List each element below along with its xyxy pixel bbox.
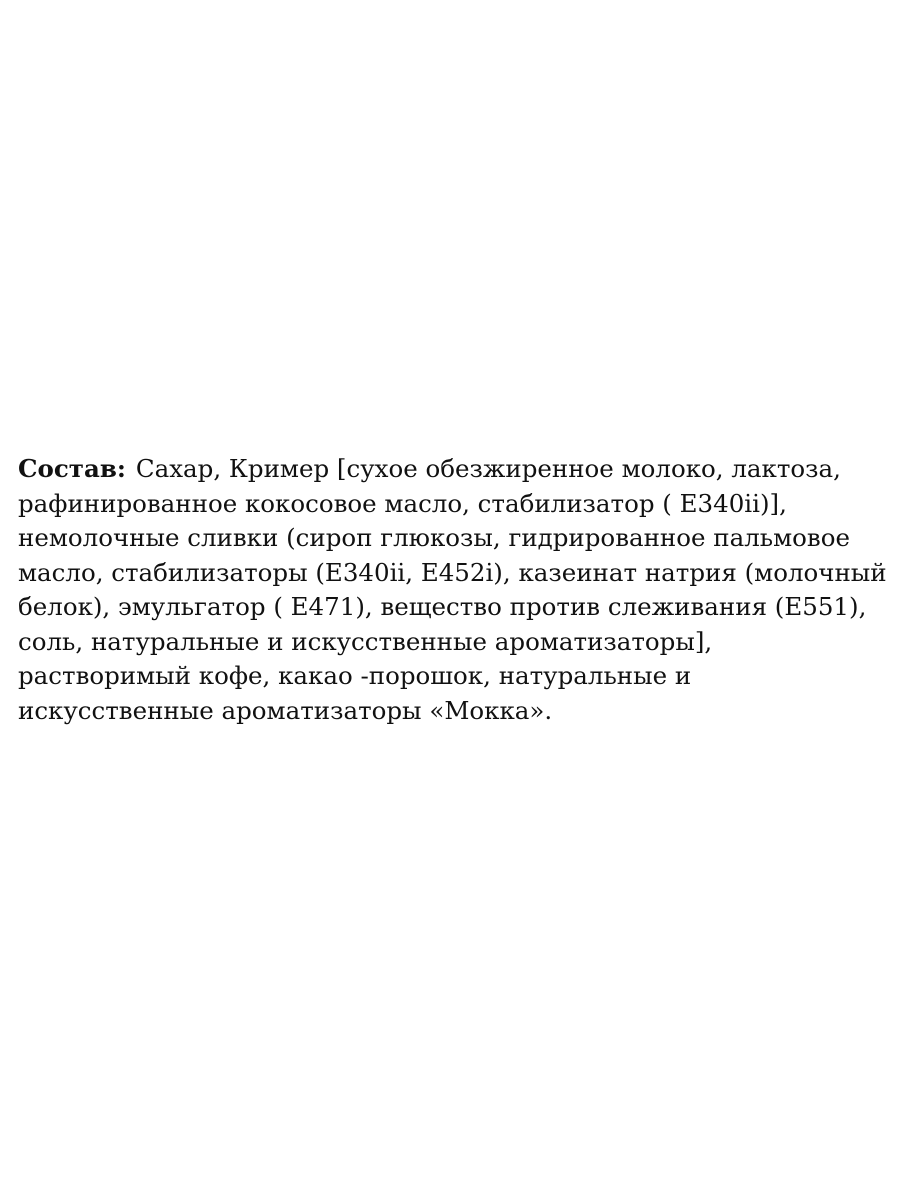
ingredients-line-7: растворимый кофе, какао -порошок, натуральные и bbox=[18, 661, 692, 690]
ingredients-line-8: искусственные ароматизаторы «Мокка». bbox=[18, 695, 553, 725]
ingredients-line-1-text: Сахар, Кример [сухое обезжиренное молоко, лактоза, bbox=[135, 454, 841, 483]
ingredients-line-4: масло, стабилизаторы (Е340ii, Е452i), казеинат натрия (молочный bbox=[18, 557, 887, 587]
ingredients-line-6: соль, натуральные и искусственные ароматизаторы], bbox=[18, 626, 713, 656]
ingredients-line-3: немолочные сливки (сироп глюкозы, гидрированное пальмовое bbox=[18, 523, 850, 552]
ingredients-text bbox=[18, 452, 898, 728]
ingredients-label: Состав: bbox=[18, 454, 126, 483]
ingredients-line-5: белок), эмульгатор ( Е471), вещество против слеживания (Е551), bbox=[18, 592, 867, 621]
ingredients-line-2: рафинированное кокосовое масло, стабилизатор ( Е340ii)], bbox=[18, 488, 787, 518]
ingredients-line-1 bbox=[18, 452, 898, 487]
